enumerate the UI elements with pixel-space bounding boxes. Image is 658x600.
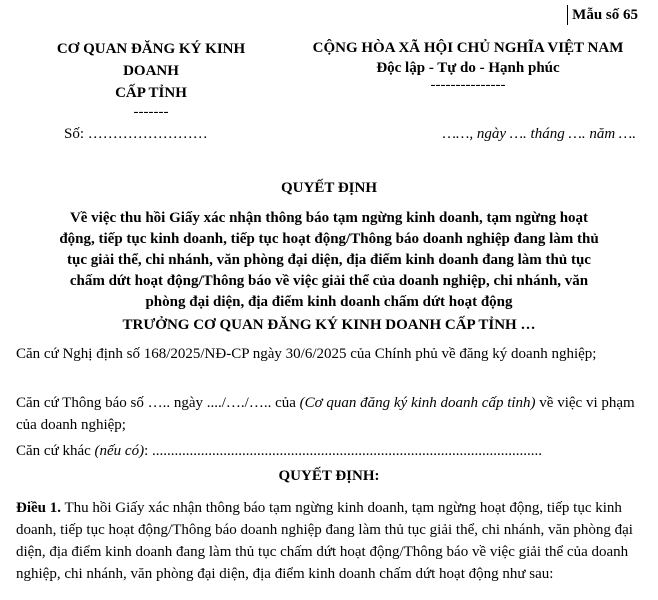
national-header <box>290 38 646 92</box>
legal-basis-1: Căn cứ Nghị định số 168/2025/NĐ-CP ngày 30/6/2025 của Chính phủ về đăng ký doanh nghiệp; <box>16 346 597 362</box>
article-1-text: Thu hồi Giấy xác nhận thông báo tạm ngừng kinh doanh, tạm ngừng hoạt động, tiếp tục kinh doanh, tiếp tục hoạt động/Thông báo doanh nghiệp đang làm thủ tục giải thể, chi nhánh, văn phòng đại diện, địa điểm kinh doanh đang làm thủ tục chấm dứt hoạt động/Thông báo về việc giải thể của doanh nghiệp, chi nhánh, văn phòng đại diện, địa điểm kinh doanh chấm dứt hoạt động như sau: <box>16 500 633 582</box>
nation-title: CỘNG HÒA XÃ HỘI CHỦ NGHĨA VIỆT NAM <box>312 40 624 56</box>
basis3-text: Căn cứ khác <box>16 443 95 459</box>
document-subject <box>16 208 642 313</box>
subject-line-4: chấm dứt hoạt động/Thông báo về việc giải thể của doanh nghiệp, chi nhánh, văn <box>69 273 589 289</box>
basis3-tail: : ........................................................................................................ <box>144 443 542 459</box>
legal-basis-3 <box>16 440 644 462</box>
nation-divider: --------------- <box>430 77 506 93</box>
authority-heading: TRƯỞNG CƠ QUAN ĐĂNG KÝ KINH DOANH CẤP TỈNH … <box>122 317 536 333</box>
basis3-italic: (nếu có) <box>94 443 145 459</box>
subject-line-1: Về việc thu hồi Giấy xác nhận thông báo tạm ngừng kinh doanh, tạm ngừng hoạt <box>69 210 589 226</box>
document-date: ……, ngày …. tháng …. năm …. <box>442 126 636 142</box>
document-title: QUYẾT ĐỊNH <box>281 180 377 196</box>
article-1-label: Điều 1. <box>16 500 61 516</box>
agency-divider: ------- <box>133 104 169 120</box>
form-number: Mẫu số 65 <box>567 5 638 25</box>
basis2-text: Căn cứ Thông báo số ….. ngày ..../…./….. của <box>16 395 300 411</box>
article-1 <box>16 497 644 585</box>
subject-line-3: tục giải thể, chi nhánh, văn phòng đại diện, địa điểm kinh doanh đang làm thủ tục <box>67 252 591 268</box>
basis2-italic: (Cơ quan đăng ký kinh doanh cấp tỉnh) <box>299 395 536 411</box>
agency-line-2: DOANH <box>123 63 179 79</box>
subject-line-5: phòng đại diện, địa điểm kinh doanh chấm dứt hoạt động <box>145 294 513 310</box>
agency-line-1: CƠ QUAN ĐĂNG KÝ KINH <box>56 41 246 57</box>
subject-line-2: động, tiếp tục kinh doanh, tiếp tục hoạt động/Thông báo doanh nghiệp đang làm thủ <box>59 231 599 247</box>
nation-motto: Độc lập - Tự do - Hạnh phúc <box>376 60 560 76</box>
document-number: Số: …………………… <box>64 126 208 142</box>
issuing-agency <box>20 38 282 120</box>
legal-basis-2 <box>16 392 644 436</box>
decision-heading: QUYẾT ĐỊNH: <box>278 468 380 484</box>
basis2-tail: về việc vi phạm của doanh nghiệp; <box>16 395 635 433</box>
agency-line-3: CẤP TỈNH <box>115 85 187 101</box>
